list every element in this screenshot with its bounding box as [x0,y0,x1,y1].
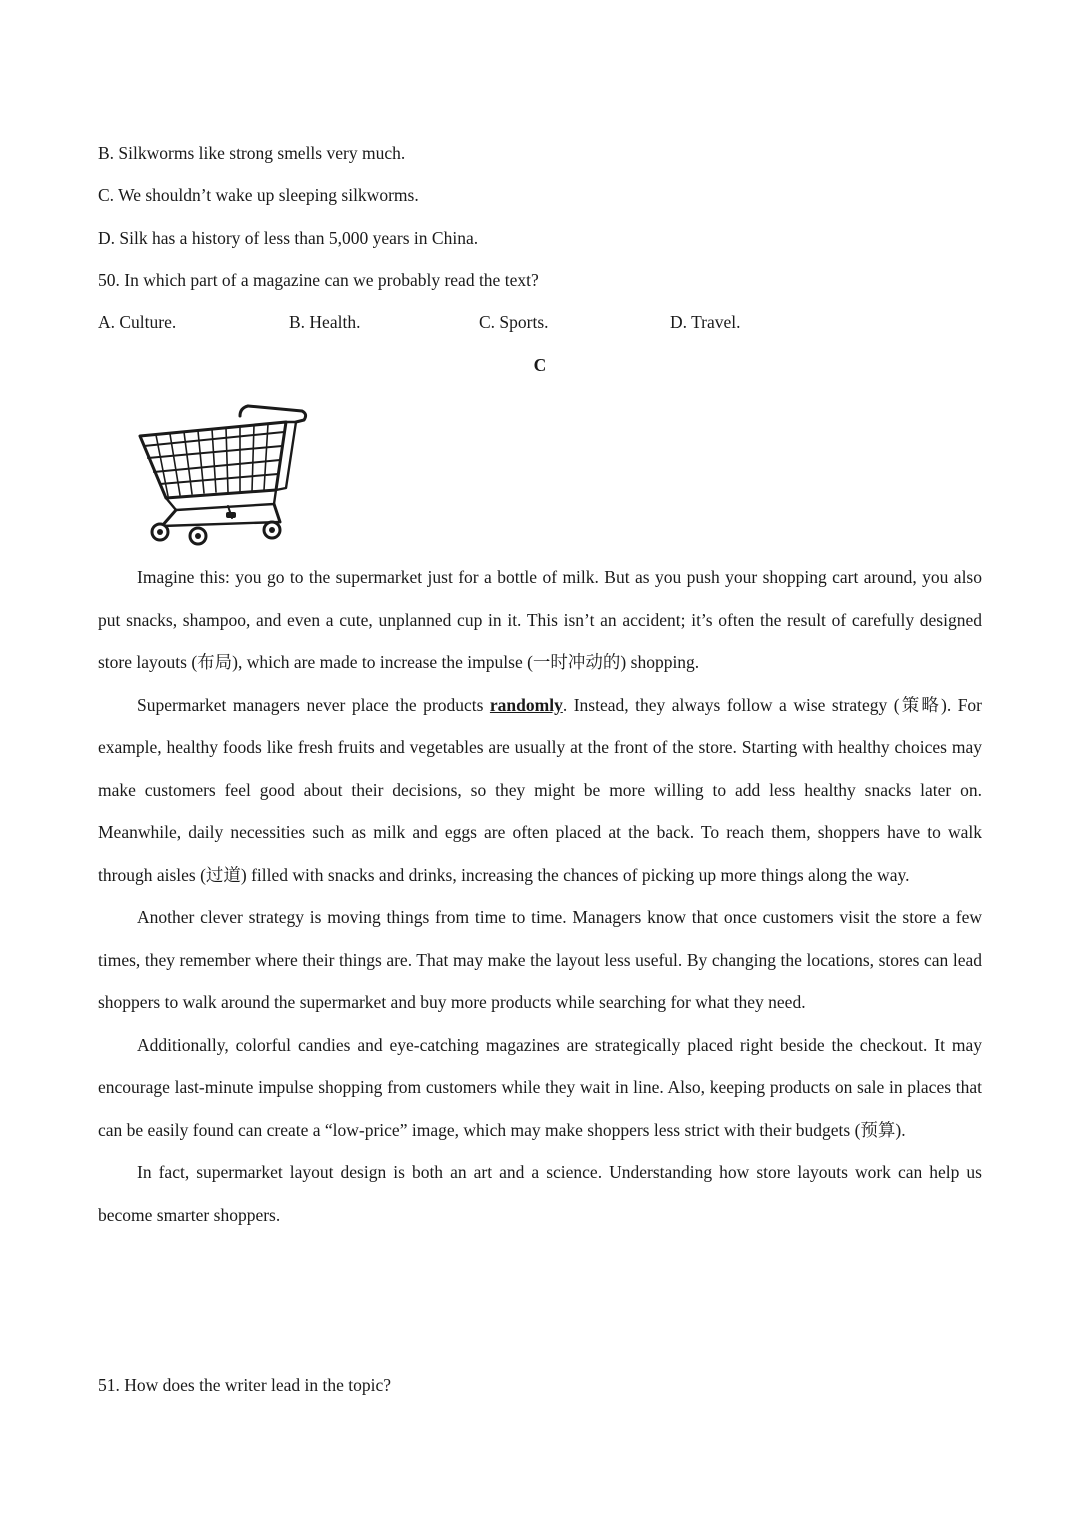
option-b-text: B. Silkworms like strong smells very much. [98,143,406,163]
reading-passage [98,556,982,1236]
option-c-text: C. We shouldn’t wake up sleeping silkworms. [98,185,419,205]
question-50: 50. In which part of a magazine can we probably read the text? [98,270,539,290]
question-51: 51. How does the writer lead in the topic? [98,1375,392,1395]
paragraph-2-intro: Supermarket managers never place the products [137,694,490,715]
highlighted-word-randomly: randomly [489,694,563,715]
question-50-options [98,310,898,334]
section-heading: C [533,355,547,375]
shopping-cart-illustration [136,398,314,546]
option-d-text: D. Silk has a history of less than 5,000 years in China. [98,228,479,248]
paragraph-3: Another clever strategy is moving things from time to time. Managers know that once customers visit the store a few times, they remember where their things are. That may make the layout less useful. By changing the locations, stores can lead shoppers to walk around the supermarket and buy more products while searching for what they need. [98,907,982,1012]
paragraph-4: Additionally, colorful candies and eye-catching magazines are strategically placed right beside the checkout. It may encourage last-minute impulse shopping from customers while they wait in line. Also, keeping products on sale in places that can be easily found can create a “low-price” image, which may make shoppers less strict with their budgets (预算). [98,1034,982,1140]
q50-option-c: C. Sports. [479,312,549,332]
paragraph-1: Imagine this: you go to the supermarket just for a bottle of milk. But as you push your shopping cart around, you also put snacks, shampoo, and even a cute, unplanned cup in it. This isn’t an accident; it’s often the result of carefully designed store layouts (布局), which are made to increase the impulse (一时冲动的) shopping. [98,567,982,672]
paragraph-2 [98,684,982,897]
q50-option-d: D. Travel. [670,312,741,332]
paragraph-5: In fact, supermarket layout design is both an art and a science. Understanding how store layouts work can help us become smarter shoppers. [98,1162,982,1225]
paragraph-2-body: . Instead, they always follow a wise strategy (策略). For example, healthy foods like fresh fruits and vegetables are usually at the front of the store. Starting with healthy choices may make customers feel good about their decisions, so they might be more willing to add less healthy snacks later on. Meanwhile, daily necessities such as milk and eggs are often placed at the back. To reach them, shoppers have to walk through aisles (过道) filled with snacks and drinks, increasing the chances of picking up more things along the way. [98,694,983,885]
q50-option-a: A. Culture. [98,312,177,332]
q50-option-b: B. Health. [289,312,361,332]
